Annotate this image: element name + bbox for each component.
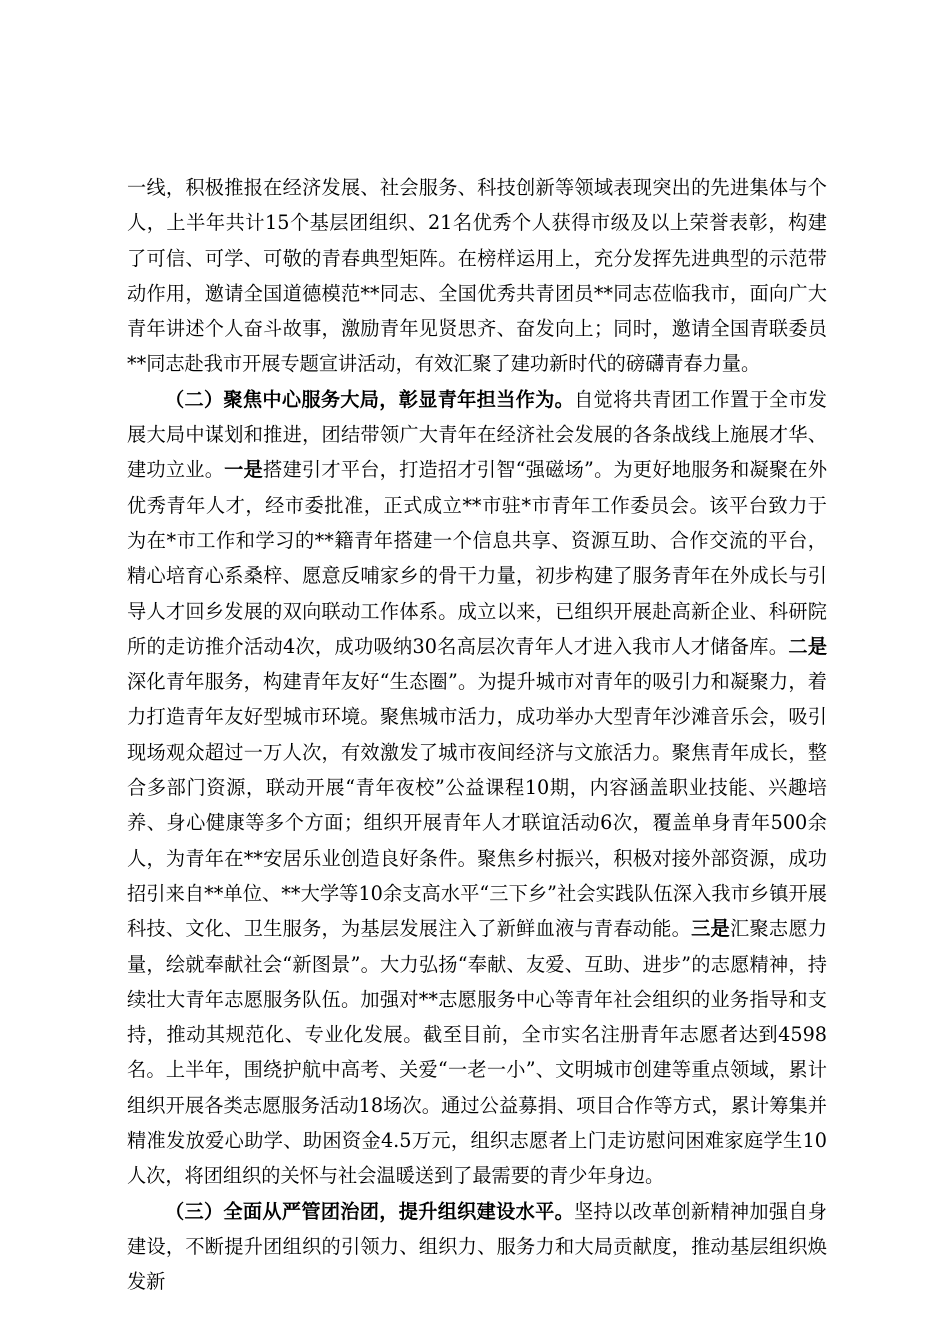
point-one-text: 搭建引才平台，打造招才引智“强磁场”。为更好地服务和凝聚在外优秀青年人才，经市委批准，正式成立**市驻*市青年工作委员会。该平台致力于为在*市工作和学习的**籍青年搭建一个信息共享、资源互助、合作交流的平台，精心培育心系桑梓、愿意反哺家乡的骨干力量，初步构建了服务青年在外成长与引导人才回乡发展的双向联动工作体系。成立以来，已组织开展赴高新企业、科研院所的走访推介活动4次，成功吸纳30名高层次青年人才进入我市人才储备库。	[127, 458, 828, 658]
paragraph-3	[127, 1194, 827, 1300]
point-two-label: 二是	[788, 634, 828, 658]
document-body	[127, 170, 827, 1300]
paragraph-2	[127, 382, 827, 1194]
point-two-text: 深化青年服务，构建青年友好“生态圈”。为提升城市对青年的吸引力和凝聚力，着力打造青年友好型城市环境。聚焦城市活力，成功举办大型青年沙滩音乐会，吸引现场观众超过一万人次，有效激发了城市夜间经济与文旅活力。聚焦青年成长，整合多部门资源，联动开展“青年夜校”公益课程10期，内容涵盖职业技能、兴趣培养、身心健康等多个方面；组织开展青年人才联谊活动6次，覆盖单身青年500余人，为青年在**安居乐业创造良好条件。聚焦乡村振兴，积极对接外部资源，成功招引来自**单位、**大学等10余支高水平“三下乡”社会实践队伍深入我市乡镇开展科技、文化、卫生服务，为基层发展注入了新鲜血液与青春动能。	[127, 670, 827, 941]
paragraph-2-text: 自觉将共青团工作置于全市发展大局中谋划和推进，团结带领广大青年在经济社会发展的各条战线上施展才华、建功立业。	[127, 387, 827, 482]
point-three-text: 汇聚志愿力量，绘就奉献社会“新图景”。大力弘扬“奉献、友爱、互助、进步”的志愿精神，持续壮大青年志愿服务队伍。加强对**志愿服务中心等青年社会组织的业务指导和支持，推动其规范化、专业化发展。截至目前，全市实名注册青年志愿者达到4598名。上半年，围绕护航中高考、关爱“一老一小”、文明城市创建等重点领域，累计组织开展各类志愿服务活动18场次。通过公益募捐、项目合作等方式，累计筹集并精准发放爱心助学、助困资金4.5万元，组织志愿者上门走访慰问困难家庭学生10人次，将团组织的关怀与社会温暖送到了最需要的青少年身边。	[127, 917, 828, 1188]
paragraph-1	[127, 170, 827, 382]
section-heading-3: （三）全面从严管团治团，提升组织建设水平。	[165, 1199, 575, 1223]
paragraph-1-text: 一线，积极推报在经济发展、社会服务、科技创新等领域表现突出的先进集体与个人，上半年共计15个基层团组织、21名优秀个人获得市级及以上荣誉表彰，构建了可信、可学、可敬的青春典型矩阵。在榜样运用上，充分发挥先进典型的示范带动作用，邀请全国道德模范**同志、全国优秀共青团员**同志莅临我市，面向广大青年讲述个人奋斗故事，激励青年见贤思齐、奋发向上；同时，邀请全国青联委员**同志赴我市开展专题宣讲活动，有效汇聚了建功新时代的磅礴青春力量。	[127, 176, 827, 376]
paragraph-3-text: 坚持以改革创新精神加强自身建设，不断提升团组织的引领力、组织力、服务力和大局贡献度，推动基层组织焕发新	[127, 1199, 827, 1294]
point-three-label: 三是	[691, 917, 731, 941]
section-heading-2: （二）聚焦中心服务大局，彰显青年担当作为。	[165, 387, 575, 411]
point-one-label: 一是	[224, 458, 264, 482]
